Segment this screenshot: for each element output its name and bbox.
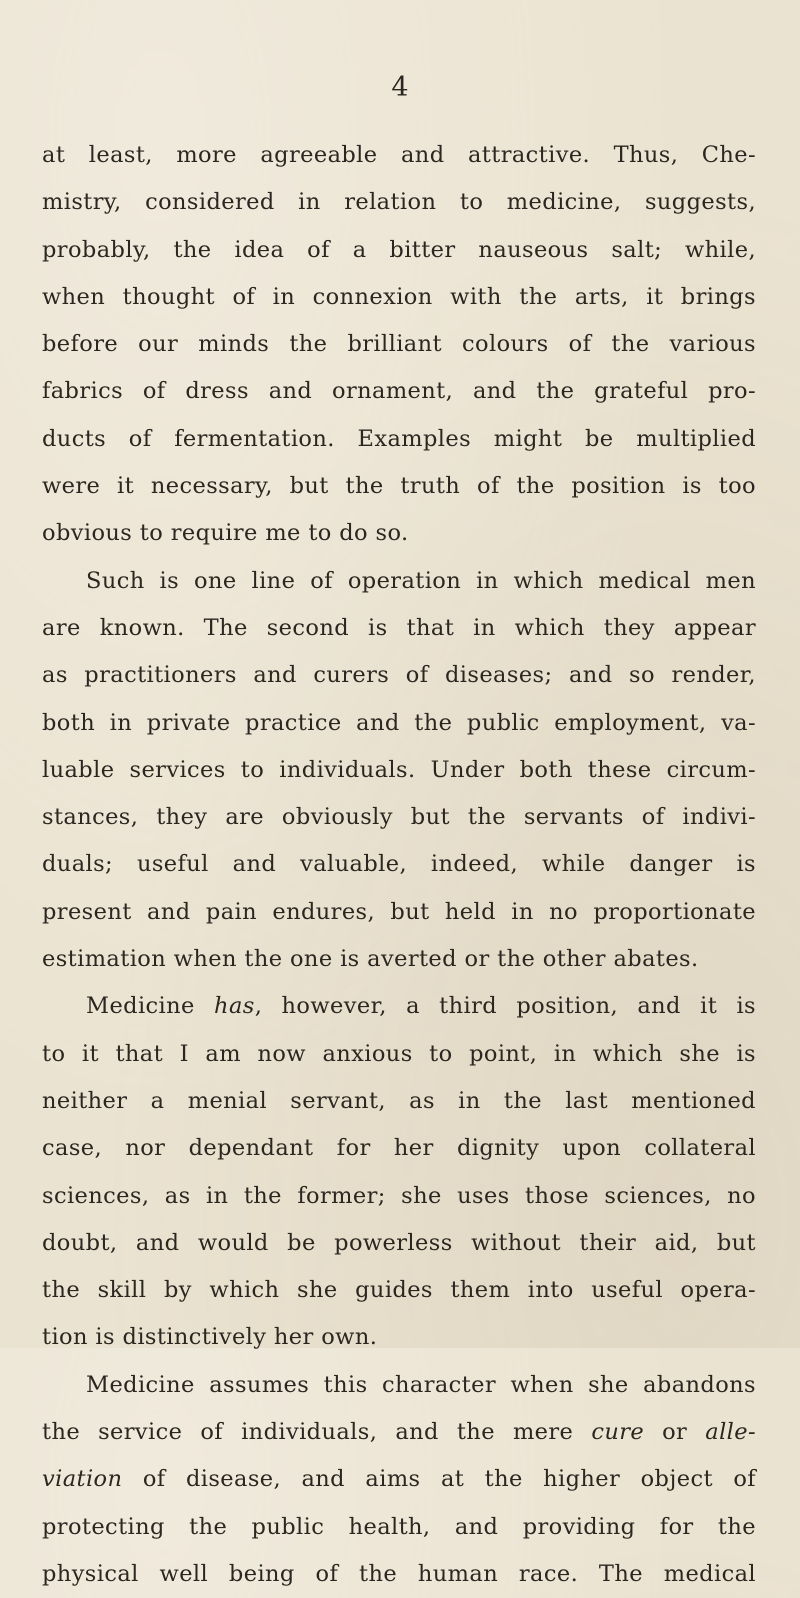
italic-text: viation [42,1466,123,1493]
italic-text: has [214,993,255,1020]
text-line [42,1267,756,1314]
text-line [42,274,756,321]
text-line [42,1314,756,1361]
text-segment: fabrics of dress and ornament, and the grateful pro- [42,378,756,405]
page-number: 4 [391,72,409,103]
text-segment: both in private practice and the public employment, va- [42,709,756,736]
text-line [42,463,756,510]
text-line [42,889,756,936]
text-line [42,841,756,888]
italic-text: alle- [705,1419,756,1446]
text-segment: probably, the idea of a bitter nauseous salt; while, [42,236,756,263]
text-segment: were it necessary, but the truth of the position is too [42,473,756,500]
text-line [42,747,756,794]
text-line [42,132,756,179]
text-line [42,1456,756,1503]
text-segment: mistry, considered in relation to medicine, suggests, [42,189,756,216]
text-line [42,1409,756,1456]
text-segment: Such is one line of operation in which medical men [86,567,756,594]
text-line [42,510,756,557]
text-line [42,179,756,226]
text-segment: present and pain endures, but held in no proportionate [42,898,756,925]
text-line [42,416,756,463]
text-segment: duals; useful and valuable, indeed, while danger is [42,851,756,878]
body-text [42,132,756,1598]
text-segment: protecting the public health, and providing for the [42,1513,756,1540]
text-segment: physical well being of the human race. The medical [42,1560,756,1587]
text-line [42,1362,756,1409]
text-segment: as practitioners and curers of diseases; and so render, [42,662,756,689]
text-line [42,983,756,1030]
text-line [42,558,756,605]
text-line [42,368,756,415]
text-segment: of disease, and aims at the higher object of [122,1466,756,1493]
text-segment: stances, they are obviously but the servants of indivi- [42,804,756,831]
text-segment: sciences, as in the former; she uses those sciences, no [42,1182,756,1209]
text-segment: the service of individuals, and the mere [42,1419,592,1446]
text-line [42,321,756,368]
text-segment: the skill by which she guides them into useful opera- [42,1277,756,1304]
text-segment: ducts of fermentation. Examples might be multiplied [42,425,756,452]
text-segment: when thought of in connexion with the arts, it brings [42,283,756,310]
text-line [42,605,756,652]
text-segment: case, nor dependant for her dignity upon collateral [42,1135,756,1162]
text-line [42,1173,756,1220]
text-line [42,652,756,699]
text-line [42,1031,756,1078]
text-segment: before our minds the brilliant colours of the various [42,331,756,358]
text-segment: obvious to require me to do so. [42,520,409,547]
text-segment: , however, a third position, and it is [254,993,757,1020]
text-line [42,794,756,841]
text-line [42,1125,756,1172]
text-line [42,936,756,983]
text-segment: tion is distinctively her own. [42,1324,378,1351]
text-segment: are known. The second is that in which they appear [42,614,756,641]
text-line [42,700,756,747]
text-line [42,1504,756,1551]
text-line [42,1220,756,1267]
text-segment: Medicine [86,993,215,1020]
text-segment: doubt, and would be powerless without their aid, but [42,1229,756,1256]
text-segment: luable services to individuals. Under both these circum- [42,756,756,783]
italic-text: cure [591,1419,645,1446]
text-segment: or [644,1419,706,1446]
text-segment: estimation when the one is averted or the other abates. [42,946,699,973]
text-line [42,1551,756,1598]
text-segment: at least, more agreeable and attractive. Thus, Che- [42,142,756,168]
text-line [42,1078,756,1125]
text-line [42,227,756,274]
text-segment: Medicine assumes this character when she abandons [86,1371,756,1398]
text-segment: to it that I am now anxious to point, in which she is [42,1040,756,1067]
text-segment: neither a menial servant, as in the last mentioned [42,1087,756,1114]
